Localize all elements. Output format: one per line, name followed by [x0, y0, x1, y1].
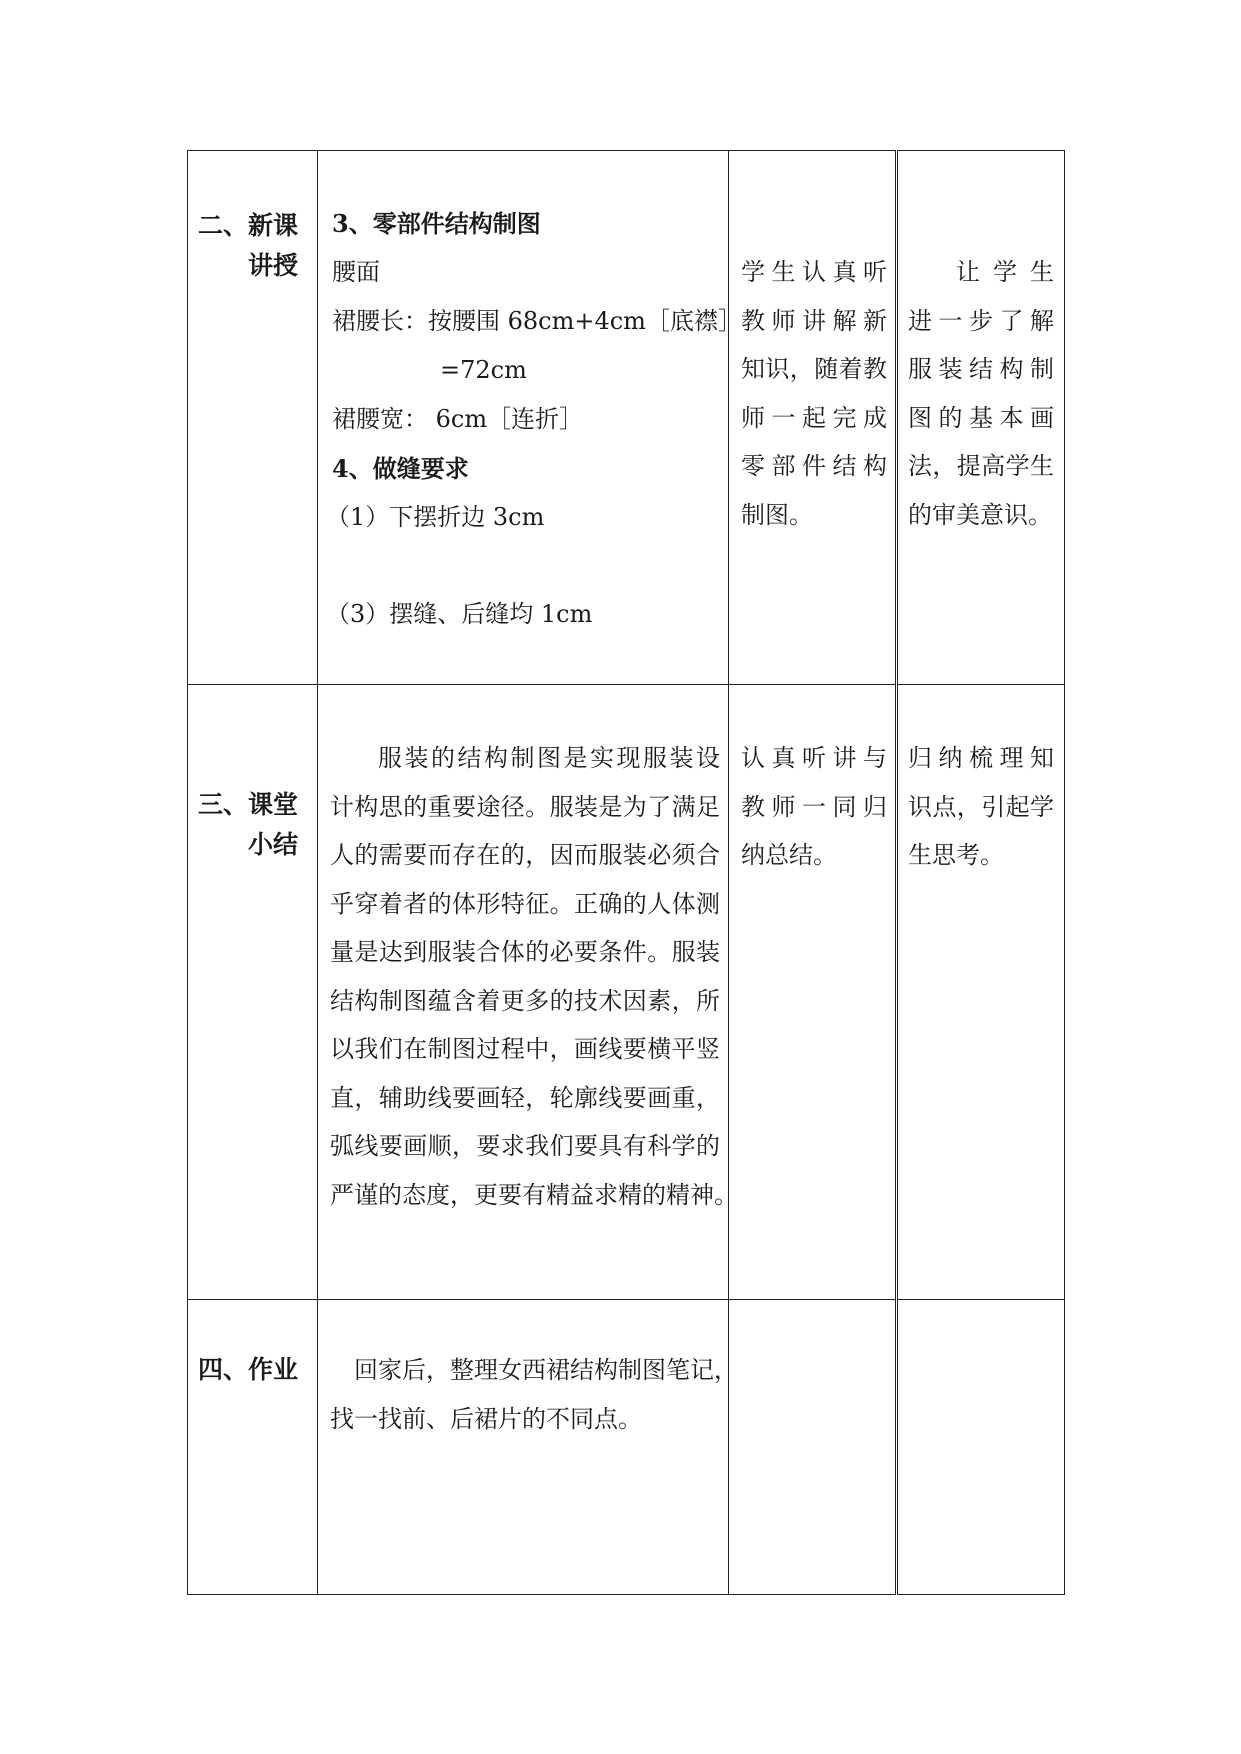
- section-cell: [188, 1300, 318, 1595]
- content-line: 腰面: [332, 258, 380, 286]
- content-heading: 4、做缝要求: [332, 454, 469, 483]
- text-line: 服装的结构制图是实现服装设: [378, 744, 720, 772]
- text-line: 零部件结构: [741, 452, 887, 480]
- text-line: 进一步了解: [908, 306, 1054, 335]
- text-line: 师一起完成: [741, 403, 887, 432]
- design-intent-text: [908, 734, 1054, 880]
- student-activity-cell: [729, 151, 897, 685]
- text-line: 制图。: [741, 500, 813, 529]
- section-title: 四、作业: [198, 1355, 299, 1384]
- table-row-homework: [188, 1300, 1065, 1595]
- text-line: 识点，引起学: [908, 792, 1054, 821]
- design-intent-cell: [897, 685, 1065, 1300]
- content-heading: 3、零部件结构制图: [332, 209, 541, 238]
- text-line: 的审美意识。: [908, 500, 1052, 529]
- text-line: 认真听讲与: [741, 744, 887, 772]
- design-intent-cell: [897, 151, 1065, 685]
- text-line: 以我们在制图过程中，画线要横平竖: [330, 1035, 720, 1063]
- text-line: 乎穿着者的体形特征。正确的人体测: [330, 889, 720, 918]
- section-title: 三、课堂: [198, 790, 299, 819]
- content-line: 裙腰长：按腰围 68cm+4cm［底襟］: [332, 307, 742, 335]
- student-activity-cell: [729, 1300, 897, 1595]
- text-line: 人的需要而存在的，因而服装必须合: [330, 841, 720, 869]
- text-line: 服装结构制: [908, 355, 1054, 383]
- design-intent-text: [908, 248, 1054, 539]
- section-title: 二、新课: [198, 211, 299, 240]
- text-line: 生思考。: [908, 841, 1004, 869]
- text-line: 教师讲解新: [741, 306, 887, 335]
- text-line: 知识，随着教: [741, 355, 887, 383]
- text-line: 纳总结。: [741, 841, 837, 869]
- content-cell: [318, 151, 742, 685]
- content-line: （1）下摆折边 3cm: [326, 503, 545, 531]
- text-line: 严谨的态度，更要有精益求精的精神。: [330, 1180, 738, 1209]
- text-line: 结构制图蕴含着更多的技术因素，所: [330, 986, 720, 1015]
- text-line: 归纳梳理知: [908, 744, 1054, 772]
- text-line: 法，提高学生: [908, 452, 1054, 480]
- homework-paragraph: [330, 1346, 738, 1443]
- content-line: =72cm: [440, 356, 527, 384]
- content-cell: [318, 685, 738, 1300]
- text-line: 找一找前、后裙片的不同点。: [330, 1404, 642, 1433]
- section-title-cont: 讲授: [248, 251, 299, 280]
- text-line: 弧线要画顺，要求我们要具有科学的: [330, 1132, 720, 1160]
- section-cell: [188, 685, 318, 1300]
- text-line: 回家后，整理女西裙结构制图笔记，: [354, 1356, 738, 1384]
- text-line: 学生认真听: [741, 258, 887, 286]
- student-activity-text: [741, 734, 887, 880]
- section-cell: [188, 151, 318, 685]
- content-line: 裙腰宽： 6cm［连折］: [332, 405, 584, 433]
- text-line: 教师一同归: [741, 792, 887, 821]
- content-line: （3）摆缝、后缝均 1cm: [326, 600, 593, 628]
- text-line: 图的基本画: [908, 403, 1054, 432]
- text-line: 计构思的重要途径。服装是为了满足: [330, 792, 720, 821]
- design-intent-cell: [897, 1300, 1065, 1595]
- table-row-summary: [188, 685, 1065, 1300]
- student-activity-text: [741, 248, 887, 539]
- text-line: 量是达到服装合体的必要条件。服装: [330, 938, 720, 966]
- lesson-plan-table: [187, 150, 1065, 1595]
- text-line: 直，辅助线要画轻，轮廓线要画重，: [330, 1083, 720, 1112]
- text-line: 让学生: [956, 258, 1054, 286]
- table-row-new-lesson: [188, 151, 1065, 685]
- content-cell: [318, 1300, 738, 1595]
- section-title-cont: 小结: [248, 830, 299, 859]
- summary-paragraph: [330, 734, 738, 1219]
- student-activity-cell: [729, 685, 897, 1300]
